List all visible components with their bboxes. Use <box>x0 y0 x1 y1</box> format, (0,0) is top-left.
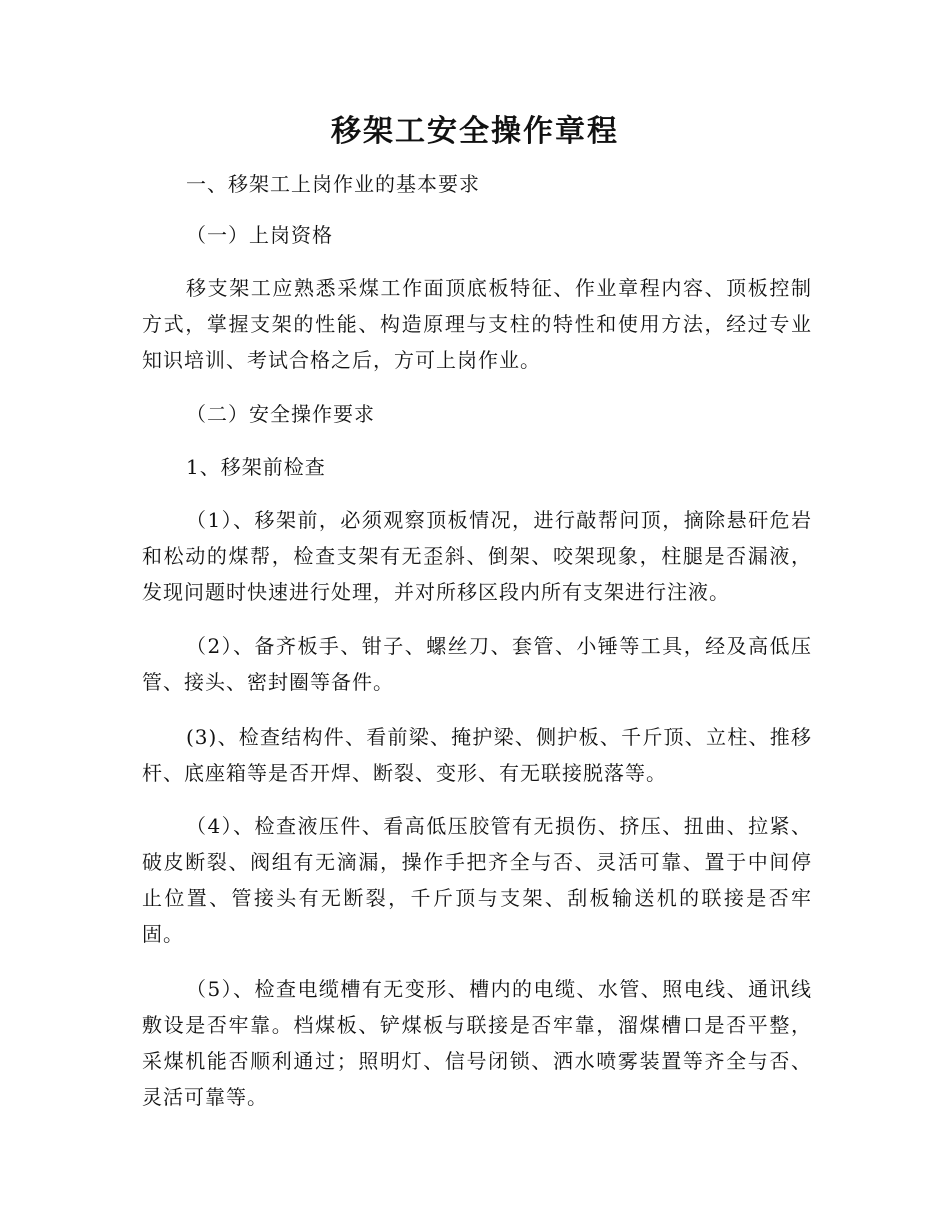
body-paragraph: 移支架工应熟悉采煤工作面顶底板特征、作业章程内容、顶板控制方式，掌握支架的性能、构造原理与支柱的特性和使用方法，经过专业知识培训、考试合格之后，方可上岗作业。 <box>142 276 812 372</box>
subsection-heading: （二）安全操作要求 <box>186 402 375 426</box>
subsection-heading: （一）上岗资格 <box>186 223 333 247</box>
section-heading: 一、移架工上岗作业的基本要求 <box>186 172 480 196</box>
body-paragraph: （2）、备齐板手、钳子、螺丝刀、套管、小锤等工具，经及高低压管、接头、密封圈等备件。 <box>142 634 812 694</box>
body-paragraph: （5）、检查电缆槽有无变形、槽内的电缆、水管、照电线、通讯线敷设是否牢靠。档煤板、铲煤板与联接是否牢靠，溜煤槽口是否平整，采煤机能否顺利通过；照明灯、信号闭锁、洒水喷雾装置等齐全与否、灵活可靠等。 <box>142 977 812 1109</box>
body-paragraph: （4）、检查液压件、看高低压胶管有无损伤、挤压、扭曲、拉紧、破皮断裂、阀组有无滴漏，操作手把齐全与否、灵活可靠、置于中间停止位置、管接头有无断裂，千斤顶与支架、刮板输送机的联接是否牢固。 <box>142 814 812 946</box>
document-title: 移架工安全操作章程 <box>331 114 619 149</box>
item-heading: 1、移架前检查 <box>186 455 326 479</box>
body-paragraph: (3)、检查结构件、看前梁、掩护梁、侧护板、千斤顶、立柱、推移杆、底座箱等是否开焊、断裂、变形、有无联接脱落等。 <box>142 725 812 785</box>
body-paragraph: （1）、移架前，必须观察顶板情况，进行敲帮问顶，摘除悬矸危岩和松动的煤帮，检查支架有无歪斜、倒架、咬架现象，柱腿是否漏液，发现问题时快速进行处理，并对所移区段内所有支架进行注液。 <box>142 508 812 604</box>
